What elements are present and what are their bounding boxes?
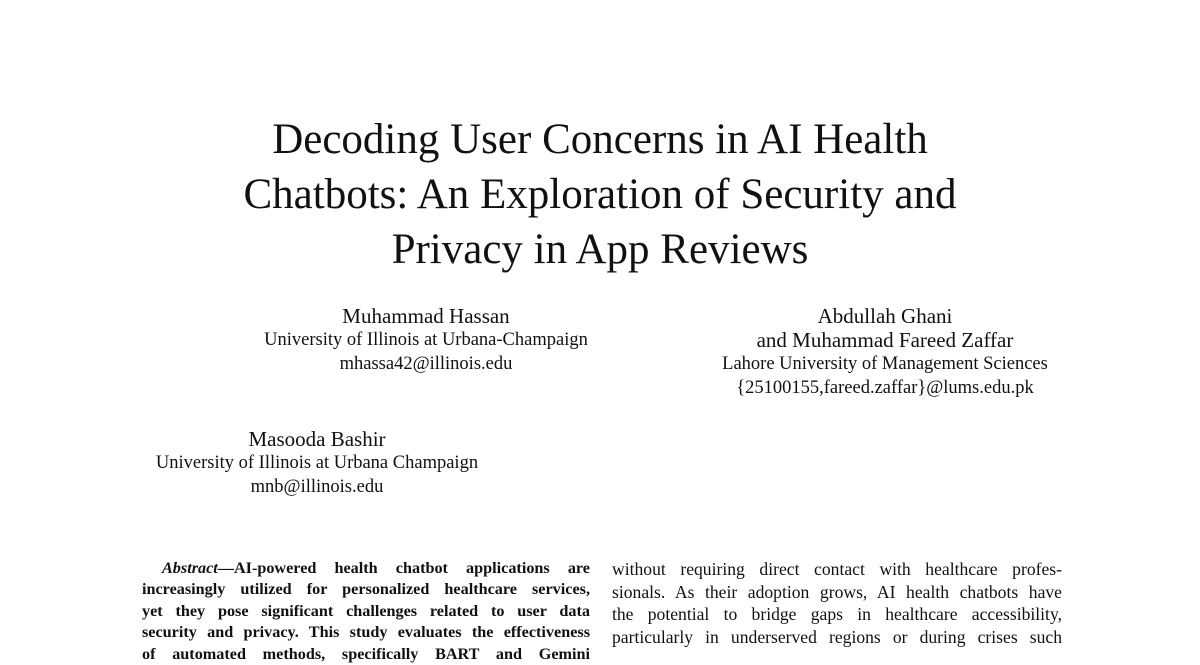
intro-line: without requiring direct contact with healthcare profes- bbox=[612, 559, 1062, 579]
author-name: Masooda Bashir bbox=[248, 427, 386, 451]
abstract-line: security and privacy. This study evaluates the effectiveness bbox=[142, 623, 590, 642]
title-line: Privacy in App Reviews bbox=[391, 226, 809, 273]
abstract-line: yet they pose significant challenges related to user data bbox=[142, 601, 590, 620]
paper-title bbox=[150, 112, 1050, 277]
intro-line: the potential to bridge gaps in healthcare accessibility, bbox=[612, 604, 1062, 624]
author-affiliation: University of Illinois at Urbana Champaign bbox=[155, 453, 479, 473]
abstract-line: AI-powered health chatbot applications are bbox=[233, 559, 590, 577]
author-name: and Muhammad Fareed Zaffar bbox=[756, 328, 1014, 352]
abstract-line: increasingly utilized for personalized healthcare services, bbox=[142, 580, 590, 599]
author-block-ghani-zaffar bbox=[685, 304, 1085, 400]
abstract-label: Abstract bbox=[162, 559, 218, 577]
abstract-line: of automated methods, specifically BART and Gemini bbox=[142, 644, 590, 663]
author-email: {25100155,fareed.zaffar}@lums.edu.pk bbox=[736, 378, 1034, 398]
author-block-bashir bbox=[117, 427, 517, 499]
author-block-hassan bbox=[226, 304, 626, 376]
author-affiliation: Lahore University of Management Sciences bbox=[722, 354, 1048, 374]
intro-line: particularly in underserved regions or during crises such bbox=[612, 626, 1062, 647]
introduction-text bbox=[612, 558, 1062, 648]
author-name: Muhammad Hassan bbox=[342, 304, 510, 328]
intro-line: sionals. As their adoption grows, AI health chatbots have bbox=[612, 581, 1062, 602]
abstract bbox=[142, 558, 590, 665]
author-affiliation: University of Illinois at Urbana-Champaign bbox=[264, 330, 588, 350]
author-email: mnb@illinois.edu bbox=[250, 477, 384, 497]
abstract-first-line bbox=[142, 558, 590, 579]
abstract-dash: — bbox=[217, 559, 234, 577]
author-email: mhassa42@illinois.edu bbox=[339, 354, 513, 374]
title-line: Decoding User Concerns in AI Health bbox=[272, 116, 928, 163]
title-line: Chatbots: An Exploration of Security and bbox=[243, 171, 957, 218]
author-name: Abdullah Ghani bbox=[817, 304, 953, 328]
